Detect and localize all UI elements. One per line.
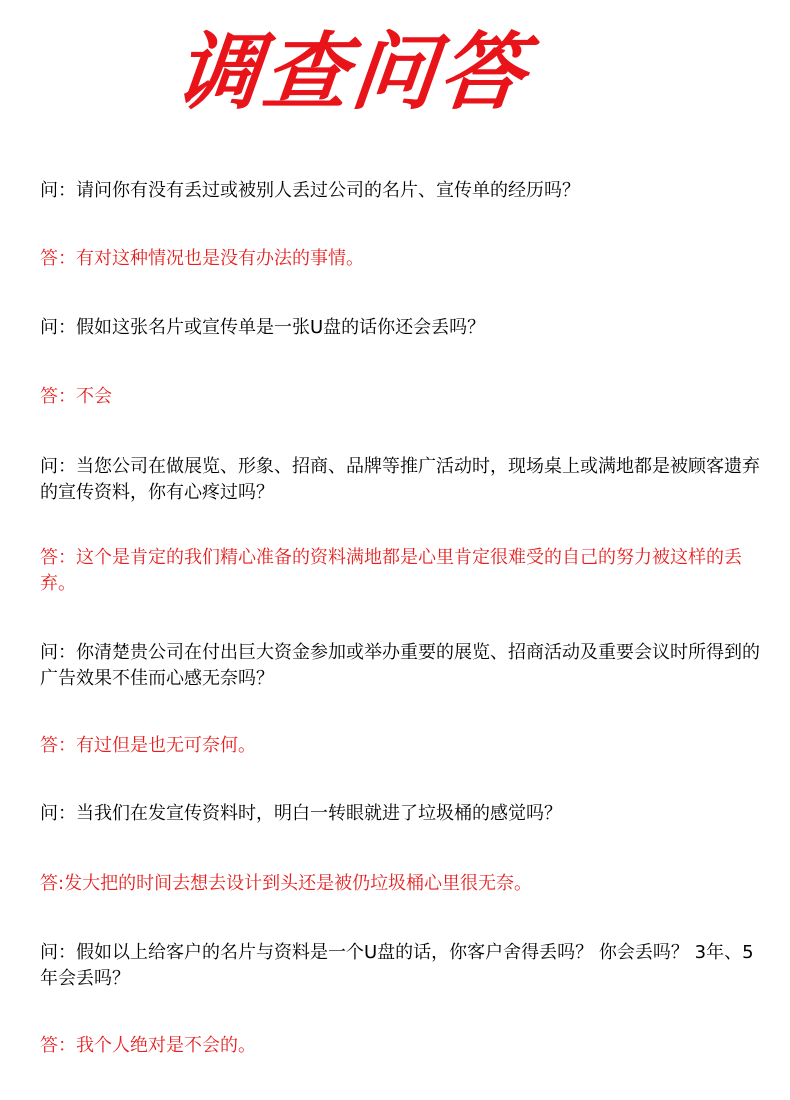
answer-4: 答：有过但是也无可奈何。 [40,735,256,756]
answer-6: 答：我个人绝对是不会的。 [40,1035,256,1056]
question-5: 问：当我们在发宣传资料时，明白一转眼就进了垃圾桶的感觉吗？ [40,803,562,824]
page-title: 调查问答 [170,22,534,121]
answer-3: 答：这个是肯定的我们精心准备的资料满地都是心里肯定很难受的自己的努力被这样的丢弃。 [40,547,742,594]
question-3: 问：当您公司在做展览、形象、招商、品牌等推广活动时，现场桌上或满地都是被顾客遗弃的宣传资料，你有心疼过吗？ [40,456,760,503]
answer-2: 答：不会 [40,386,112,407]
answer-1: 答：有对这种情况也是没有办法的事情。 [40,248,364,269]
question-2: 问：假如这张名片或宣传单是一张U盘的话你还会丢吗？ [40,317,486,338]
question-1: 问：请问你有没有丢过或被别人丢过公司的名片、宣传单的经历吗？ [40,180,580,201]
question-4: 问：你清楚贵公司在付出巨大资金参加或举办重要的展览、招商活动及重要会议时所得到的广告效果不佳而心感无奈吗？ [40,642,760,689]
question-6: 问：假如以上给客户的名片与资料是一个U盘的话，你客户舍得丢吗？ 你会丢吗？ 3年、5年会丢吗？ [40,942,754,989]
answer-5: 答:发大把的时间去想去设计到头还是被仍垃圾桶心里很无奈。 [40,873,533,894]
